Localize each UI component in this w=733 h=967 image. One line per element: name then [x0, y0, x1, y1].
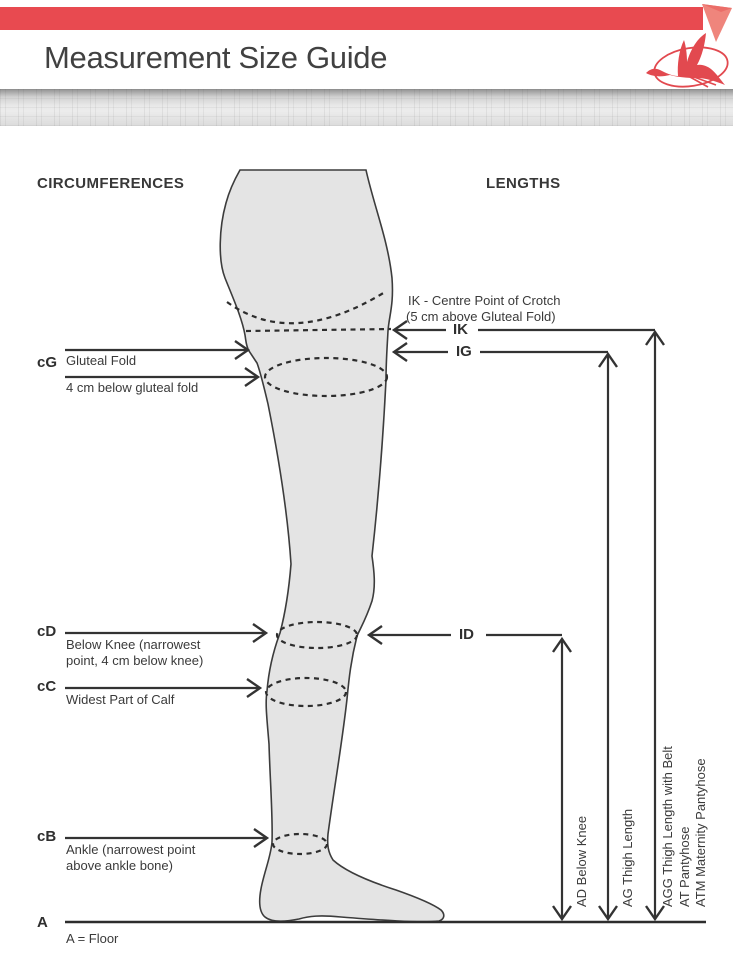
ik-note-line1: IK - Centre Point of Crotch — [408, 293, 561, 308]
label-cg-line1: Gluteal Fold — [66, 353, 137, 368]
label-cb-line2: above ankle bone) — [66, 858, 173, 873]
lengths-heading: LENGTHS — [486, 175, 561, 192]
label-id: ID — [459, 626, 474, 643]
label-cg-line2: 4 cm below gluteal fold — [66, 380, 199, 395]
label-ag-thigh-length: AG Thigh Length — [620, 808, 635, 907]
circumference-arrows — [65, 341, 267, 847]
label-cb-line1: Ankle (narrowest point — [66, 842, 196, 857]
label-cc-line1: Widest Part of Calf — [66, 692, 175, 707]
leg-silhouette — [220, 170, 444, 922]
label-a-code: A — [37, 914, 48, 931]
page-title: Measurement Size Guide — [44, 40, 388, 75]
label-ig: IG — [456, 343, 472, 360]
label-agg-thigh-length-with-belt: AGG Thigh Length with Belt — [660, 746, 675, 907]
ik-note-line2: (5 cm above Gluteal Fold) — [406, 309, 556, 324]
label-cd-code: cD — [37, 623, 57, 640]
label-ad-below-knee: AD Below Knee — [574, 815, 589, 907]
label-atm-maternity-pantyhose: ATM Maternity Pantyhose — [693, 758, 708, 907]
label-cg-code: cG — [37, 354, 58, 371]
label-ik: IK — [453, 321, 468, 338]
circumferences-heading: CIRCUMFERENCES — [37, 175, 185, 192]
label-cd-line2: point, 4 cm below knee) — [66, 653, 204, 668]
label-cb-code: cB — [37, 828, 57, 845]
label-at-pantyhose: AT Pantyhose — [677, 826, 692, 907]
label-a-floor: A = Floor — [66, 931, 119, 946]
label-cc-code: cC — [37, 678, 57, 695]
label-cd-line1: Below Knee (narrowest — [66, 637, 201, 652]
